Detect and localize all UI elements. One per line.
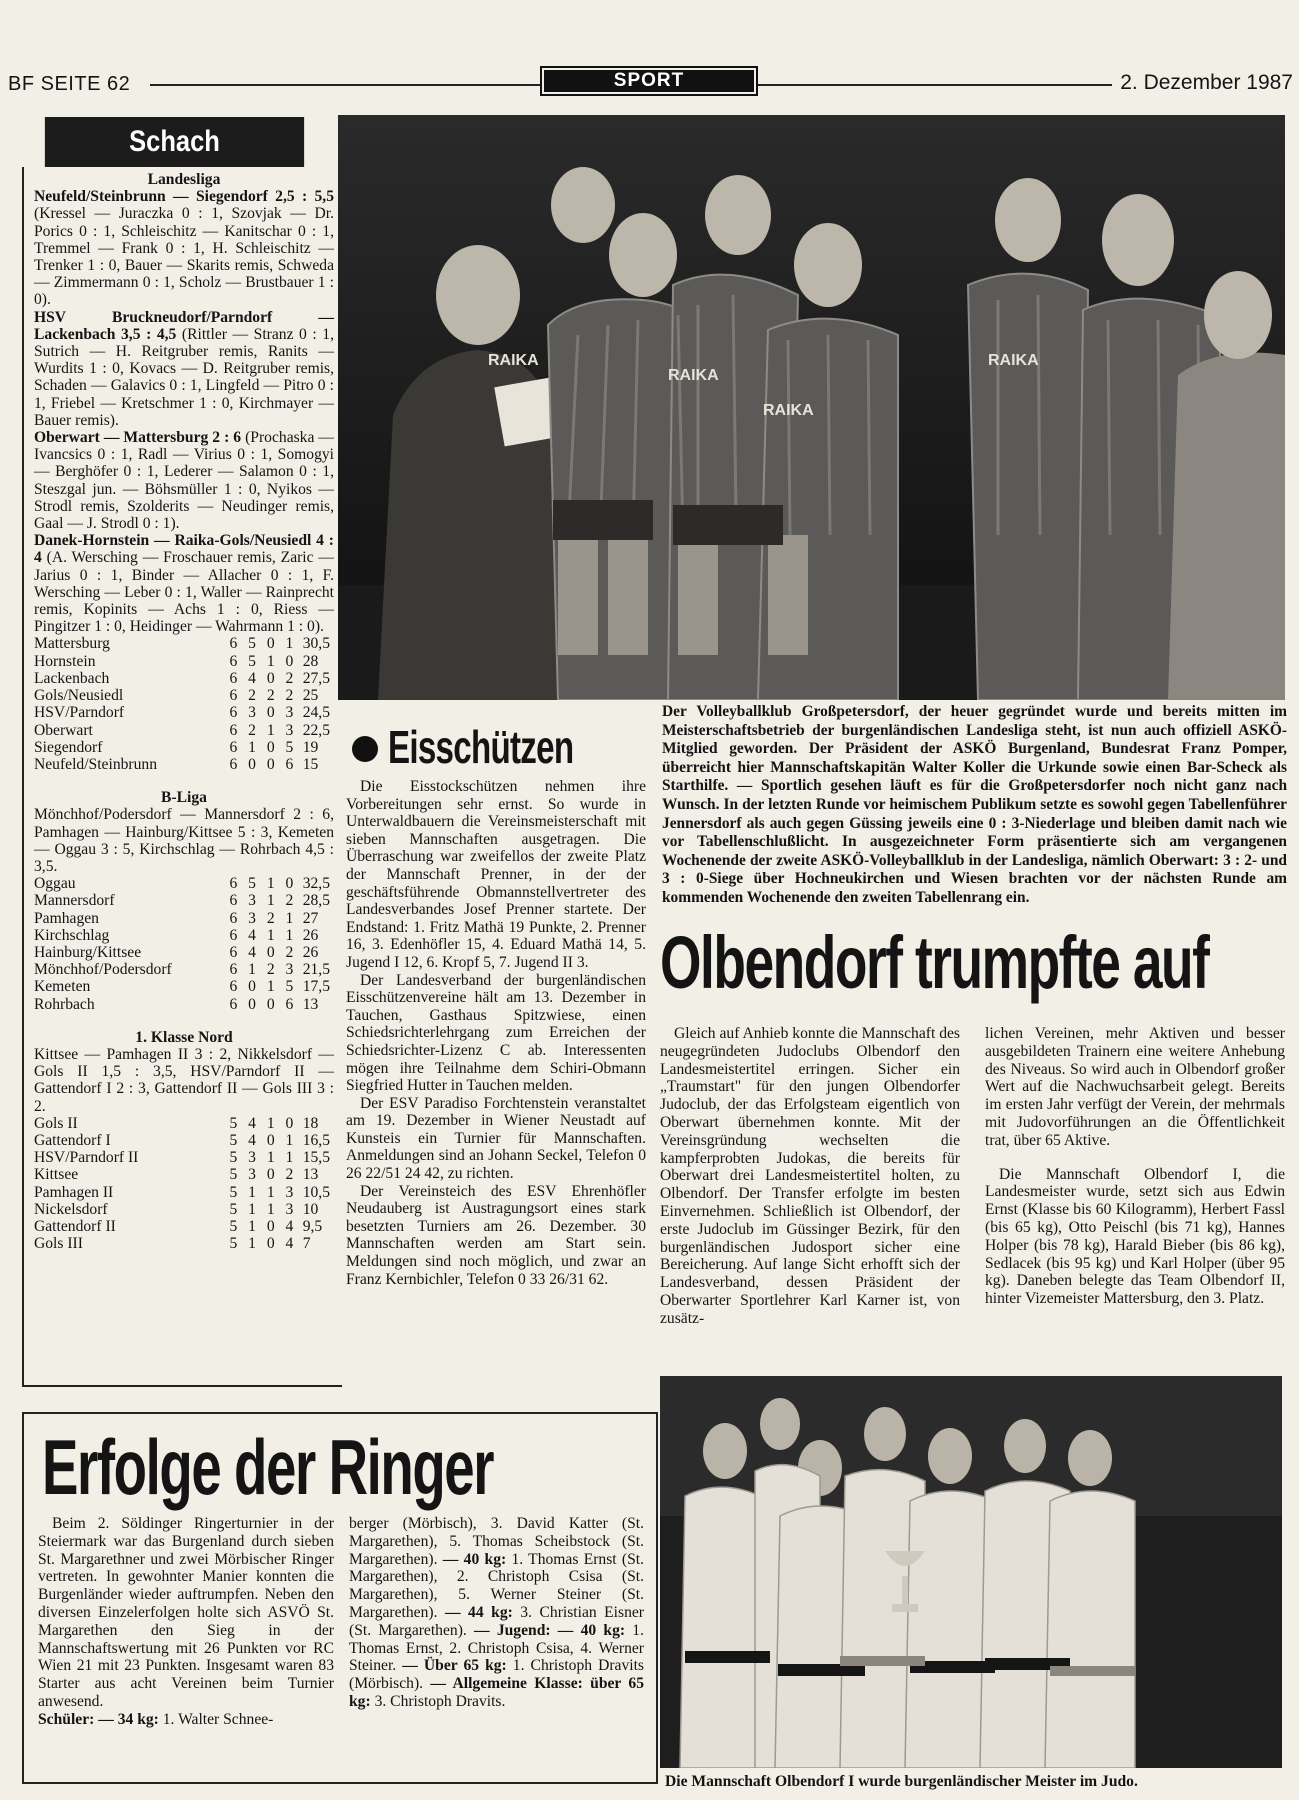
team-stat: 5 (229, 1235, 238, 1253)
team-stat: 4 (248, 943, 256, 961)
team-stat: 1 (266, 1200, 275, 1218)
team-stat: 3 (248, 909, 256, 927)
team-name: Mönchhof/Podersdorf (34, 961, 172, 979)
standings-row (34, 961, 334, 978)
team-points: 26 (302, 943, 319, 961)
team-stat: 6 (229, 978, 238, 996)
standings-row (34, 944, 334, 961)
standings-row (34, 1132, 334, 1149)
eisschuetzen-heading (352, 718, 642, 774)
standings-row (34, 1235, 334, 1252)
eisschuetzen-article (346, 778, 646, 1288)
team-stat: 2 (248, 721, 256, 739)
team-points: 13 (302, 995, 319, 1013)
standings-row (34, 927, 334, 944)
standings-row (34, 1184, 334, 1201)
team-name: Mattersburg (34, 635, 110, 653)
team-name: HSV/Parndorf II (34, 1149, 139, 1167)
team-stat: 1 (285, 1131, 294, 1149)
team-stat: 4 (248, 926, 256, 944)
team-stat: 2 (285, 1166, 294, 1184)
page-number: BF SEITE 62 (8, 73, 131, 95)
team-points: 9,5 (302, 1217, 323, 1235)
match-result (34, 429, 334, 532)
match-details: (A. Wersching — Froschauer remis, Zaric — Jarius 0 : 1, Binder — Allacher 0 : 1, F. Wersching — Leber 0 : 1, Waller — Rainprecht remis, Kopinits — Achs 1 : 0, Riess — Pingitzer 1 : 0, Heidinger — Wahrmann 1 : 0). (34, 549, 334, 636)
team-stat: 5 (248, 652, 256, 670)
team-stat: 3 (285, 961, 294, 979)
bliga-results: Mönchhof/Podersdorf — Mannersdorf 2 : 6, Pamhagen — Hainburg/Kittsee 5 : 3, Kemeten — Oggau 3 : 5, Kirchschlag — Rohrbach 4,5 : 3,5. (34, 806, 334, 875)
olbendorf-paragraph: Gleich auf Anhieb konnte die Mannschaft des neugegründeten Judoclubs Olbendorf den Landesmeistertitel erringen. Sicher ein „Traumstart" für den jungen Olbendorfer Judoclub, der das Erfolgsteam eigentlich von Oberwart übernehmen konnte. Mit der Vereinsgründung wechselten die kampferprobten Judokas, die bereits für Oberwart drei Landesmeistertitel holten, zu Olbendorf. Der Transfer erfolgte im besten Einvernehmen. Schließlich ist Olbendorf, der erste Judoclub im Güssinger Bezirk, für den burgenländischen Judosport sicher eine Bereicherung. Auf lange Sicht erhofft sich der Landesverband, dessen Präsident der Oberwarter Sportlehrer Karl Karner ist, von zusätz- (660, 1025, 960, 1327)
team-name: Nickelsdorf (34, 1200, 108, 1218)
team-stat: 1 (285, 635, 294, 653)
team-points: 27 (302, 909, 319, 927)
schach-banner: Schach (45, 117, 304, 167)
team-stat: 0 (266, 669, 275, 687)
landesliga-standings (34, 635, 334, 773)
team-stat: 0 (266, 943, 275, 961)
team-stat: 3 (248, 892, 256, 910)
team-stat: 1 (266, 978, 275, 996)
standings-row (34, 739, 334, 756)
bullet-icon (352, 736, 378, 762)
standings-row (34, 722, 334, 739)
team-stat: 6 (229, 738, 238, 756)
team-name: Pamhagen (34, 909, 99, 927)
team-stat: 0 (266, 738, 275, 756)
team-stat: 0 (248, 995, 256, 1013)
team-stat: 4 (248, 1131, 256, 1149)
team-stat: 6 (285, 995, 294, 1013)
ringer-weight-class: — 40 kg: (442, 1550, 507, 1568)
team-points: 19 (302, 738, 319, 756)
team-points: 10 (302, 1200, 319, 1218)
team-stat: 1 (285, 926, 294, 944)
team-stat: 1 (266, 652, 275, 670)
team-stat: 0 (248, 978, 256, 996)
team-name: Oberwart (34, 721, 93, 739)
olbendorf-column-1 (660, 1025, 960, 1328)
team-stat: 0 (266, 995, 275, 1013)
team-stat: 3 (285, 704, 294, 722)
volleyball-team-photo (338, 115, 1285, 700)
team-stat: 0 (266, 1131, 275, 1149)
team-points: 16,5 (302, 1131, 330, 1149)
team-stat: 5 (229, 1217, 238, 1235)
team-stat: 5 (229, 1131, 238, 1149)
team-stat: 1 (266, 926, 275, 944)
team-name: Pamhagen II (34, 1183, 114, 1201)
team-stat: 1 (248, 1183, 256, 1201)
team-stat: 6 (229, 635, 238, 653)
team-name: Gols III (34, 1235, 83, 1253)
ringer-result-text: 3. Christian Eisner (St. Margarethen). (349, 1603, 644, 1639)
team-stat: 1 (266, 721, 275, 739)
standings-row (34, 756, 334, 773)
klasse-nord-title: 1. Klasse Nord (135, 1028, 233, 1046)
standings-row (34, 978, 334, 995)
standings-row (34, 892, 334, 909)
team-stat: 2 (266, 687, 275, 705)
bliga-standings (34, 875, 334, 1013)
ringer-result-text: berger (Mörbisch), 3. David Katter (St. Margarethen), 5. Thomas Scheibstock (St. Margarethen). (349, 1515, 644, 1568)
team-name: Hainburg/Kittsee (34, 943, 142, 961)
team-stat: 0 (266, 704, 275, 722)
team-name: Neufeld/Steinbrunn (34, 755, 157, 773)
bliga-title: B-Liga (161, 789, 207, 807)
team-stat: 1 (285, 909, 294, 927)
team-points: 27,5 (302, 669, 330, 687)
standings-row (34, 996, 334, 1013)
standings-row (34, 1201, 334, 1218)
team-stat: 2 (285, 669, 294, 687)
team-points: 18 (302, 1114, 319, 1132)
team-stat: 2 (266, 909, 275, 927)
team-stat: 6 (229, 652, 238, 670)
team-stat: 0 (285, 875, 294, 893)
team-stat: 6 (229, 943, 238, 961)
team-name: Kemeten (34, 978, 91, 996)
team-stat: 4 (248, 1114, 256, 1132)
standings-row (34, 1115, 334, 1132)
standings-row (34, 875, 334, 892)
team-points: 30,5 (302, 635, 330, 653)
team-stat: 6 (229, 875, 238, 893)
team-name: Rohrbach (34, 995, 95, 1013)
team-stat: 6 (229, 704, 238, 722)
team-points: 15,5 (302, 1149, 330, 1167)
team-stat: 5 (229, 1200, 238, 1218)
team-stat: 6 (229, 961, 238, 979)
ringer-result-text: 1. Christoph Dravits (Mörbisch). (349, 1657, 645, 1693)
team-stat: 1 (266, 1149, 275, 1167)
team-stat: 5 (229, 1149, 238, 1167)
team-stat: 5 (229, 1166, 238, 1184)
jersey-text: RAIKA (763, 402, 814, 419)
team-stat: 1 (266, 892, 275, 910)
eisschuetzen-paragraph: Der Vereinsteich des ESV Ehrenhöfler Neudauberg ist Austragungsort eines stark besetzten Turniers am 26. Dezember. 30 Mannschaften werden am Start sein. Meldungen sind noch möglich, und zwar an Franz Kernbichler, Telefon 0 33 26/31 62. (346, 1182, 646, 1288)
olbendorf-paragraph: lichen Vereinen, mehr Aktiven und besser ausgebildeten Trainern eine weitere Anhebung des Niveaus. So wird auch in Olbendorf großer Wert auf die Nachwuchsarbeit gelegt. Bereits im ersten Jahr verfügt der Verein, der mehrmals mit Judovorführungen an die Öffentlichkeit trat, über 65 Aktive. (985, 1025, 1285, 1149)
team-stat: 2 (285, 943, 294, 961)
team-points: 28,5 (302, 892, 330, 910)
team-stat: 5 (285, 738, 294, 756)
team-stat: 0 (266, 1166, 275, 1184)
team-stat: 6 (229, 995, 238, 1013)
standings-row (34, 687, 334, 704)
team-name: HSV/Parndorf (34, 704, 125, 722)
team-stat: 1 (248, 738, 256, 756)
eisschuetzen-title: Eisschützen (388, 721, 574, 773)
jersey-text: RAIKA (488, 352, 539, 369)
team-name: Kittsee (34, 1166, 79, 1184)
team-stat: 0 (266, 755, 275, 773)
team-stat: 4 (248, 669, 256, 687)
ringer-weight-class: — Jugend: — 40 kg: (474, 1621, 626, 1639)
team-points: 22,5 (302, 721, 330, 739)
team-stat: 5 (285, 978, 294, 996)
team-points: 32,5 (302, 875, 330, 893)
match-details: (Kressel — Juraczka 0 : 1, Szovjak — Dr. Porics 0 : 1, Schleischitz — Kanitschar 0 : 1, Tremmel — Frank 0 : 1, H. Schleischitz — Trenker 1 : 0, Bauer — Skarits remis, Schweda — Zimmermann 0 : 1, Scholz — Brustbauer 1 : 0). (34, 205, 334, 309)
eisschuetzen-paragraph: Der Landesverband der burgenländischen Eisschützenvereine hält am 13. Dezember in Tauchen, Gasthaus Spitzwiese, einen Schiedsrichterlehrgang zum Erreichen der Schiedsrichter-Lizenz C ab. Interessenten mögen ihre Teilnahme dem Schiri-Obmann Siegfried Hutter in Tauchen melden. (346, 971, 646, 1095)
team-points: 17,5 (302, 978, 330, 996)
team-stat: 3 (248, 1149, 256, 1167)
klasse-nord-standings (34, 1115, 334, 1253)
team-stat: 2 (285, 892, 294, 910)
team-stat: 3 (285, 1200, 294, 1218)
ringer-weight-class: — 44 kg: (444, 1603, 513, 1621)
olbendorf-paragraph: Die Mannschaft Olbendorf I, die Landesmeister wurde, setzt sich aus Edwin Ernst (Klasse bis 60 Kilogramm), Herbert Fassl (bis 65 kg), Otto Peischl (bis 71 kg), Hannes Holper (bis 78 kg), Harald Bieber (bis 86 kg), Sedlacek (bis 95 kg) und Karl Holper (über 95 kg). Daneben belegte das Team Olbendorf II, hinter Vizemeister Mattersburg, den 3. Platz. (985, 1165, 1285, 1308)
landesliga-title: Landesliga (147, 171, 221, 188)
team-stat: 1 (248, 1235, 256, 1253)
olbendorf-headline: Olbendorf trumpfte auf (660, 921, 1209, 1004)
team-stat: 1 (266, 1114, 275, 1132)
team-name: Kirchschlag (34, 926, 110, 944)
match-result (34, 532, 334, 635)
team-stat: 5 (229, 1114, 238, 1132)
team-stat: 0 (285, 1114, 294, 1132)
team-name: Gattendorf I (34, 1131, 111, 1149)
team-stat: 5 (229, 1183, 238, 1201)
section-label: SPORT (544, 70, 754, 92)
team-points: 13 (302, 1166, 319, 1184)
team-stat: 4 (285, 1217, 294, 1235)
team-stat: 6 (229, 926, 238, 944)
ringer-result-text: 1. Thomas Ernst, 2. Christoph Csisa, 4. Werner Steiner. (349, 1621, 644, 1675)
klasse-nord-results: Kittsee — Pamhagen II 3 : 2, Nikkelsdorf — Gols II 1,5 : 3,5, HSV/Parndorf II — Gattendorf I 2 : 3, Gattendorf II — Gols III 3 : 2. (34, 1045, 334, 1115)
team-points: 7 (302, 1235, 311, 1253)
team-stat: 0 (285, 652, 294, 670)
jersey-text: RAIKA (988, 352, 1039, 369)
match-pairing: Oberwart — Mattersburg 2 : 6 (34, 429, 242, 447)
team-stat: 5 (248, 635, 256, 653)
team-points: 28 (302, 652, 319, 670)
ringer-result-text: 1. Walter Schnee- (158, 1710, 274, 1728)
team-stat: 6 (229, 909, 238, 927)
judo-team-photo (660, 1376, 1282, 1768)
team-stat: 1 (266, 1183, 275, 1201)
team-name: Hornstein (34, 652, 96, 670)
team-stat: 5 (248, 875, 256, 893)
team-name: Siegendorf (34, 738, 103, 756)
issue-date: 2. Dezember 1987 (1112, 71, 1293, 95)
team-stat: 1 (248, 1200, 256, 1218)
team-stat: 6 (229, 721, 238, 739)
ringer-column-2 (349, 1515, 644, 1711)
ringer-results-start (38, 1711, 334, 1729)
ringer-headline: Erfolge der Ringer (42, 1423, 494, 1511)
team-stat: 0 (248, 755, 256, 773)
landesliga-results (34, 188, 334, 635)
match-pairing: HSV Bruckneudorf/Parndorf — Lackenbach 3,5 : 4,5 (34, 308, 334, 343)
eisschuetzen-paragraph: Die Eisstockschützen nehmen ihre Vorbereitungen sehr ernst. So wurde in Unterwaldbauern die Vereinsmeisterschaft mit sieben Mannschaften ausgetragen. Die Überraschung war zweifellos der zweite Platz der Mannschaft Prenner, in der der geschäftsführende Obmannstellvertreter des Landesverbandes Josef Prenner startete. Der Endstand: 1. Fritz Mathä 19 Punkte, 2. Prenner 16, 3. Edenhöfler 15, 4. Eduard Mathä 14, 5. Jugend I 12, 6. Kropf 5, 7. Jugend II 3. (346, 778, 646, 971)
standings-row (34, 635, 334, 652)
ringer-result-text: 1. Thomas Ernst (St. Margarethen), 2. Christoph Csisa (St. Margarethen), 5. Werner Steiner (St. Margarethen). (349, 1550, 644, 1621)
section-badge (540, 66, 758, 96)
team-stat: 2 (248, 687, 256, 705)
team-stat: 6 (229, 755, 238, 773)
ringer-weight-class: Schüler: — 34 kg: (38, 1710, 159, 1728)
match-result (34, 188, 334, 308)
match-pairing: Neufeld/Steinbrunn — Siegendorf 2,5 : 5,5 (34, 188, 334, 206)
team-name: Lackenbach (34, 669, 110, 687)
standings-row (34, 1149, 334, 1166)
volleyball-photo-caption: Der Volleyballklub Großpetersdorf, der heuer gegründet wurde und bereits mitten im Meisterschaftsbetrieb der burgenländischen Landesliga steht, ist nun auch offiziell ASKÖ-Mitglied geworden. Der Präsident der ASKÖ Burgenland, Bundesrat Franz Pomper, überreicht hier Mannschaftskapitän Walter Koller die Urkunde sowie einen Bar-Scheck als Starthilfe. — Sportlich gesehen läuft es für die Großpetersdorfer noch nicht ganz nach Wunsch. In der letzten Runde vor heimischem Publikum setzte es sowohl gegen Tabellenführer Jennersdorf als auch gegen Güssing jeweils eine 0 : 3-Niederlage und bleiben damit nach wie vor Tabellenschlußlicht. In ausgezeichneter Form präsentierte sich am vergangenen Wochenende der zweite ASKÖ-Volleyballklub in der Landesliga, nämlich Oberwart: 3 : 2- und 3 : 0-Siege über Hochneukirchen und Wiesen brachten vor der nächsten Runde am kommenden Wochenende den zweiten Tabellenrang ein. (662, 703, 1287, 906)
team-name: Gols/Neusiedl (34, 687, 124, 705)
team-stat: 4 (285, 1235, 294, 1253)
team-stat: 1 (285, 1149, 294, 1167)
team-stat: 0 (266, 635, 275, 653)
team-points: 24,5 (302, 704, 330, 722)
match-pairing: Danek-Hornstein — Raika-Gols/Neusiedl 4 : 4 (34, 532, 334, 567)
ringer-weight-class: — Allgemeine Klasse: über 65 kg: (349, 1675, 644, 1710)
match-result (34, 309, 334, 429)
team-stat: 0 (266, 1235, 275, 1253)
standings-row (34, 704, 334, 721)
team-stat: 1 (266, 875, 275, 893)
team-points: 25 (302, 687, 319, 705)
standings-row (34, 910, 334, 927)
team-name: Oggau (34, 875, 76, 893)
team-stat: 6 (285, 755, 294, 773)
team-points: 21,5 (302, 961, 330, 979)
team-stat: 6 (229, 687, 238, 705)
team-stat: 6 (229, 669, 238, 687)
match-details: (Prochaska — Ivancsics 0 : 1, Radl — Virius 0 : 1, Somogyi — Berghöfer 0 : 1, Lederer — Salamon 0 : 1, Steszgal jun. — Böhsmüller 1 : 0, Nyikos — Strodl remis, Szolderits — Neudinger remis, Gaal — J. Strodl 0 : 1). (34, 429, 334, 533)
ringer-paragraph: Beim 2. Söldinger Ringerturnier in der Steiermark war das Burgenland durch sieben St. Margarethner und zwei Mörbischer Ringer vertreten. In gewohnter Manier konnten die Burgenländer wieder auftrumpfen. Neben den diversen Einzelerfolgen holte sich ASVÖ St. Margarethen den Sieg in der Mannschaftswertung mit 26 Punkten vor RC Wien 21 mit 23 Punkten. Insgesamt waren 83 Starter aus acht Vereinen beim Turnier anwesend. (38, 1515, 334, 1710)
jersey-text: RAIKA (668, 367, 719, 384)
team-stat: 2 (285, 687, 294, 705)
team-points: 15 (302, 755, 319, 773)
standings-row (34, 1166, 334, 1183)
ringer-weight-class: — Über 65 kg: (402, 1657, 507, 1675)
ringer-column-1 (38, 1515, 334, 1729)
team-stat: 3 (285, 721, 294, 739)
ringer-result-text: 3. Christoph Dravits. (370, 1692, 506, 1710)
team-stat: 3 (285, 1183, 294, 1201)
team-stat: 1 (248, 961, 256, 979)
team-points: 10,5 (302, 1183, 330, 1201)
team-stat: 3 (248, 1166, 256, 1184)
match-details: (Rittler — Stranz 0 : 1, Sutrich — H. Reitgruber remis, Ranits — Wurdits 1 : 0, Kovacs — D. Reitgruber remis, Schaden — Galavics 0 : 1, Lingfeld — Pitro 0 : 1, Friebel — Kretschmer 1 : 0, Kirchmayer — Bauer remis). (34, 325, 335, 429)
team-stat: 6 (229, 892, 238, 910)
judo-photo-caption: Die Mannschaft Olbendorf I wurde burgenländischer Meister im Judo. (665, 1773, 1138, 1790)
team-stat: 0 (266, 1217, 275, 1235)
team-name: Gattendorf II (34, 1217, 116, 1235)
olbendorf-column-2 (985, 1025, 1285, 1308)
team-stat: 1 (248, 1217, 256, 1235)
standings-row (34, 653, 334, 670)
schach-column (22, 167, 342, 1387)
team-stat: 3 (248, 704, 256, 722)
team-name: Gols II (34, 1114, 78, 1132)
team-stat: 2 (266, 961, 275, 979)
standings-row (34, 1218, 334, 1235)
eisschuetzen-paragraph: Der ESV Paradiso Forchtenstein veranstaltet am 19. Dezember in Wiener Neustadt auf Kunsteis ein Turnier für Mannschaften. Anmeldungen sind an Johann Seckel, Telefon 0 26 22/51 24 42, zu richten. (346, 1094, 646, 1183)
team-name: Mannersdorf (34, 892, 115, 910)
standings-row (34, 670, 334, 687)
team-points: 26 (302, 926, 319, 944)
